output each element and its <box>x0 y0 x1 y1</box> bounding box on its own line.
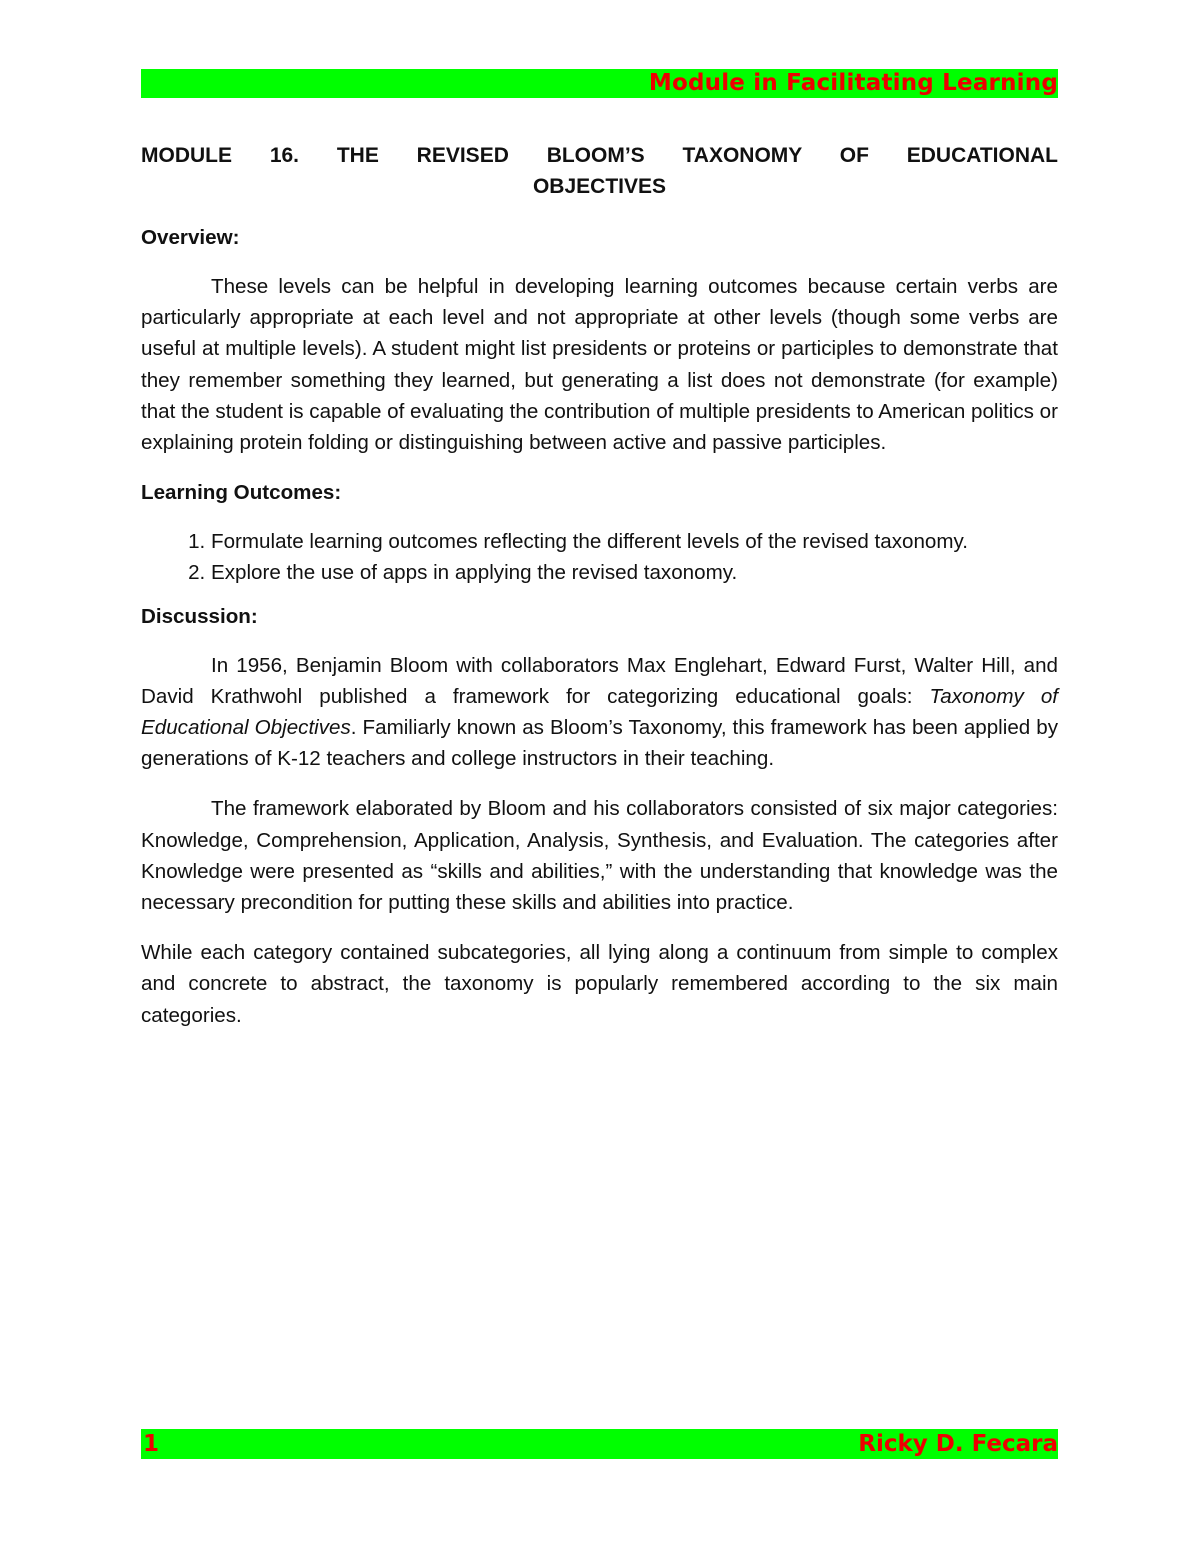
module-title-line2: OBJECTIVES <box>532 175 667 198</box>
overview-heading: Overview: <box>141 226 240 249</box>
page-number: 1 <box>143 1431 160 1457</box>
document-page <box>141 0 1058 1553</box>
module-title <box>141 140 1058 202</box>
overview-paragraph: These levels can be helpful in developing learning outcomes because certain verbs are particularly appropriate at each level and not appropriate at other levels (though some verbs are useful at multiple levels). A student might list presidents or proteins or participles to demonstrate that they remember something they learned, but generating a list does not demonstrate (for example) that the student is capable of evaluating the contribution of multiple presidents to American politics or explaining protein folding or distinguishing between active and passive participles. <box>141 275 1058 455</box>
page-content <box>141 140 1058 1031</box>
learning-outcomes-list <box>141 526 1058 588</box>
discussion-p1-text-end: . Familiarly known as Bloom’s Taxonomy, this framework has been applied by generations of K-12 teachers and college instructors in their teaching. <box>141 716 1058 771</box>
learning-outcomes-heading: Learning Outcomes: <box>141 481 342 505</box>
footer-author: Ricky D. Fecara <box>858 1431 1058 1457</box>
discussion-paragraph-2: The framework elaborated by Bloom and his collaborators consisted of six major categories: Knowledge, Comprehension, Application, Analysis, Synthesis, and Evaluation. The categories after Knowledge were presented as “skills and abilities,” with the understanding that knowledge was the necessary precondition for putting these skills and abilities into practice. <box>141 797 1058 915</box>
discussion-paragraph-1 <box>141 650 1058 775</box>
discussion-p1-text: In 1956, Benjamin Bloom with collaborators Max Englehart, Edward Furst, Walter Hill, and David Krathwohl published a framework for categorizing educational goals: <box>141 653 1058 708</box>
book-title: Taxonomy of Educational Objectives <box>141 684 1058 740</box>
footer-band <box>141 1429 1058 1459</box>
discussion-paragraph-3: While each category contained subcategories, all lying along a continuum from simple to complex and concrete to abstract, the taxonomy is popularly remembered according to the six main categories. <box>141 941 1058 1027</box>
discussion-heading: Discussion: <box>141 604 258 628</box>
header-band <box>141 69 1058 98</box>
module-title-line1: MODULE 16. THE REVISED BLOOM’S TAXONOMY OF EDUCATIONAL <box>141 144 1058 167</box>
list-item: 2. Explore the use of apps in applying the revised taxonomy. <box>211 557 1058 588</box>
list-item: 1. Formulate learning outcomes reflecting the different levels of the revised taxonomy. <box>211 526 1058 557</box>
header-title: Module in Facilitating Learning <box>648 70 1058 96</box>
